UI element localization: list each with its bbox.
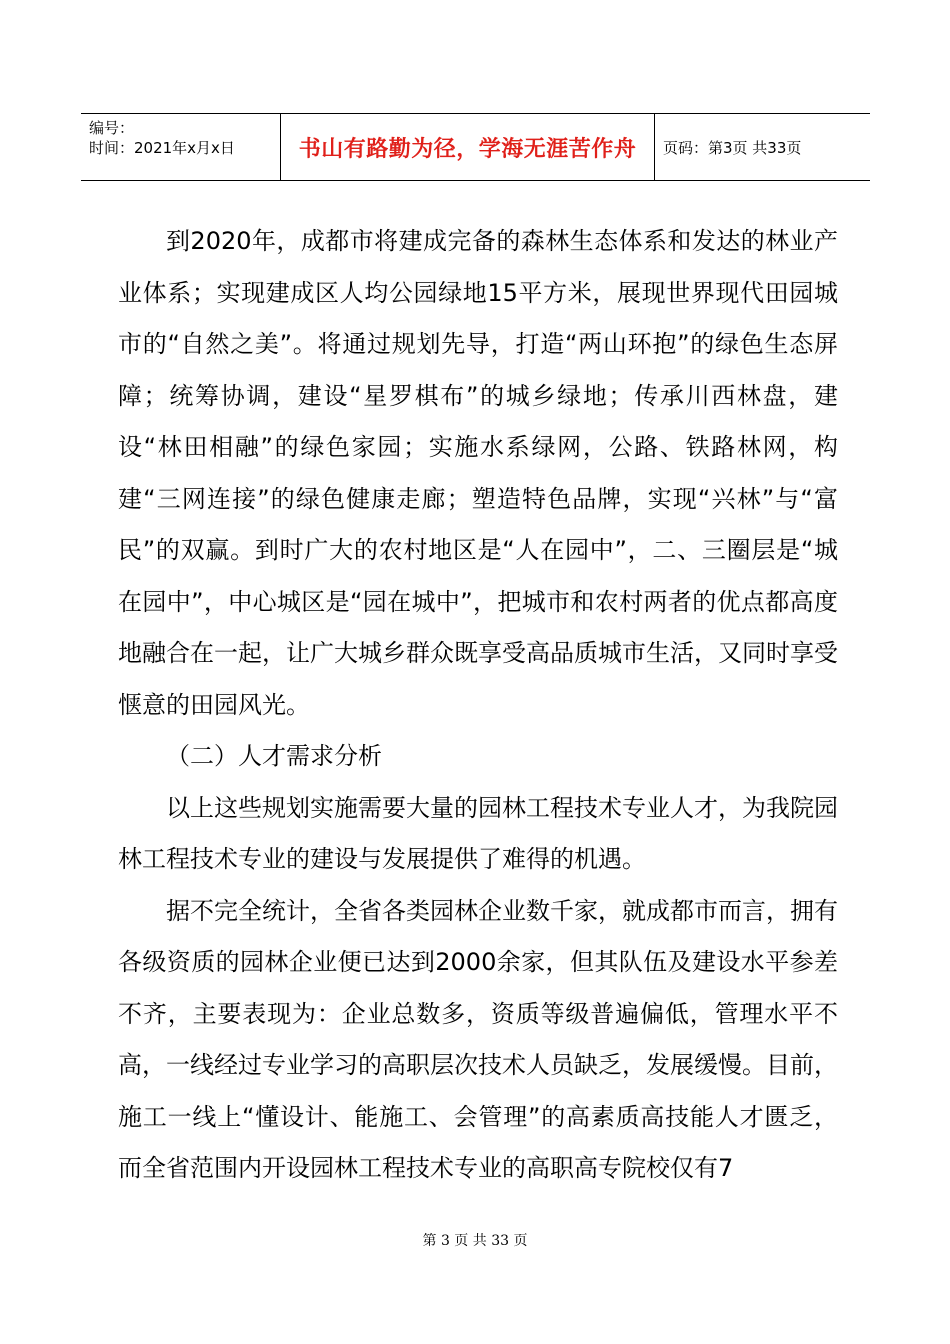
section-heading: （二）人才需求分析 bbox=[166, 742, 382, 770]
header-meta bbox=[81, 114, 281, 180]
document-body bbox=[118, 216, 838, 1195]
paragraph: 以上这些规划实施需要大量的园林工程技术专业人才，为我院园林工程技术专业的建设与发展提供了难得的机遇。 bbox=[118, 793, 838, 873]
paragraph: 到2020年，成都市将建成完备的森林生态体系和发达的林业产业体系；实现建成区人均公园绿地15平方米，展现世界现代田园城市的“自然之美”。将通过规划先导，打造“两山环抱”的绿色生态屏障；统筹协调，建设“星罗棋布”的城乡绿地；传承川西林盘，建设“林田相融”的绿色家园；实施水系绿网，公路、铁路林网，构建“三网连接”的绿色健康走廊；塑造特色品牌，实现“兴林”与“富民”的双赢。到时广大的农村地区是“人在园中”，二、三圈层是“城在园中”，中心城区是“园在城中”，把城市和农村两者的优点都高度地融合在一起，让广大城乡群众既享受高品质城市生活，又同时享受惬意的田园风光。 bbox=[118, 227, 838, 719]
document-header bbox=[81, 113, 870, 181]
header-page-label: 页码：第3页 共33页 bbox=[663, 138, 802, 157]
header-motto: 书山有路勤为径，学海无涯苦作舟 bbox=[281, 114, 655, 180]
number-label: 编号： bbox=[89, 119, 135, 137]
page-footer: 第 3 页 共 33 页 bbox=[422, 1233, 528, 1249]
time-label: 时间：2021年x月x日 bbox=[89, 139, 235, 157]
paragraph: 据不完全统计，全省各类园林企业数千家，就成都市而言，拥有各级资质的园林企业便已达到2000余家，但其队伍及建设水平参差不齐，主要表现为：企业总数多，资质等级普遍偏低，管理水平不高，一线经过专业学习的高职层次技术人员缺乏，发展缓慢。目前，施工一线上“懂设计、能施工、会管理”的高素质高技能人才匮乏，而全省范围内开设园林工程技术专业的高职高专院校仅有7 bbox=[118, 896, 838, 1182]
